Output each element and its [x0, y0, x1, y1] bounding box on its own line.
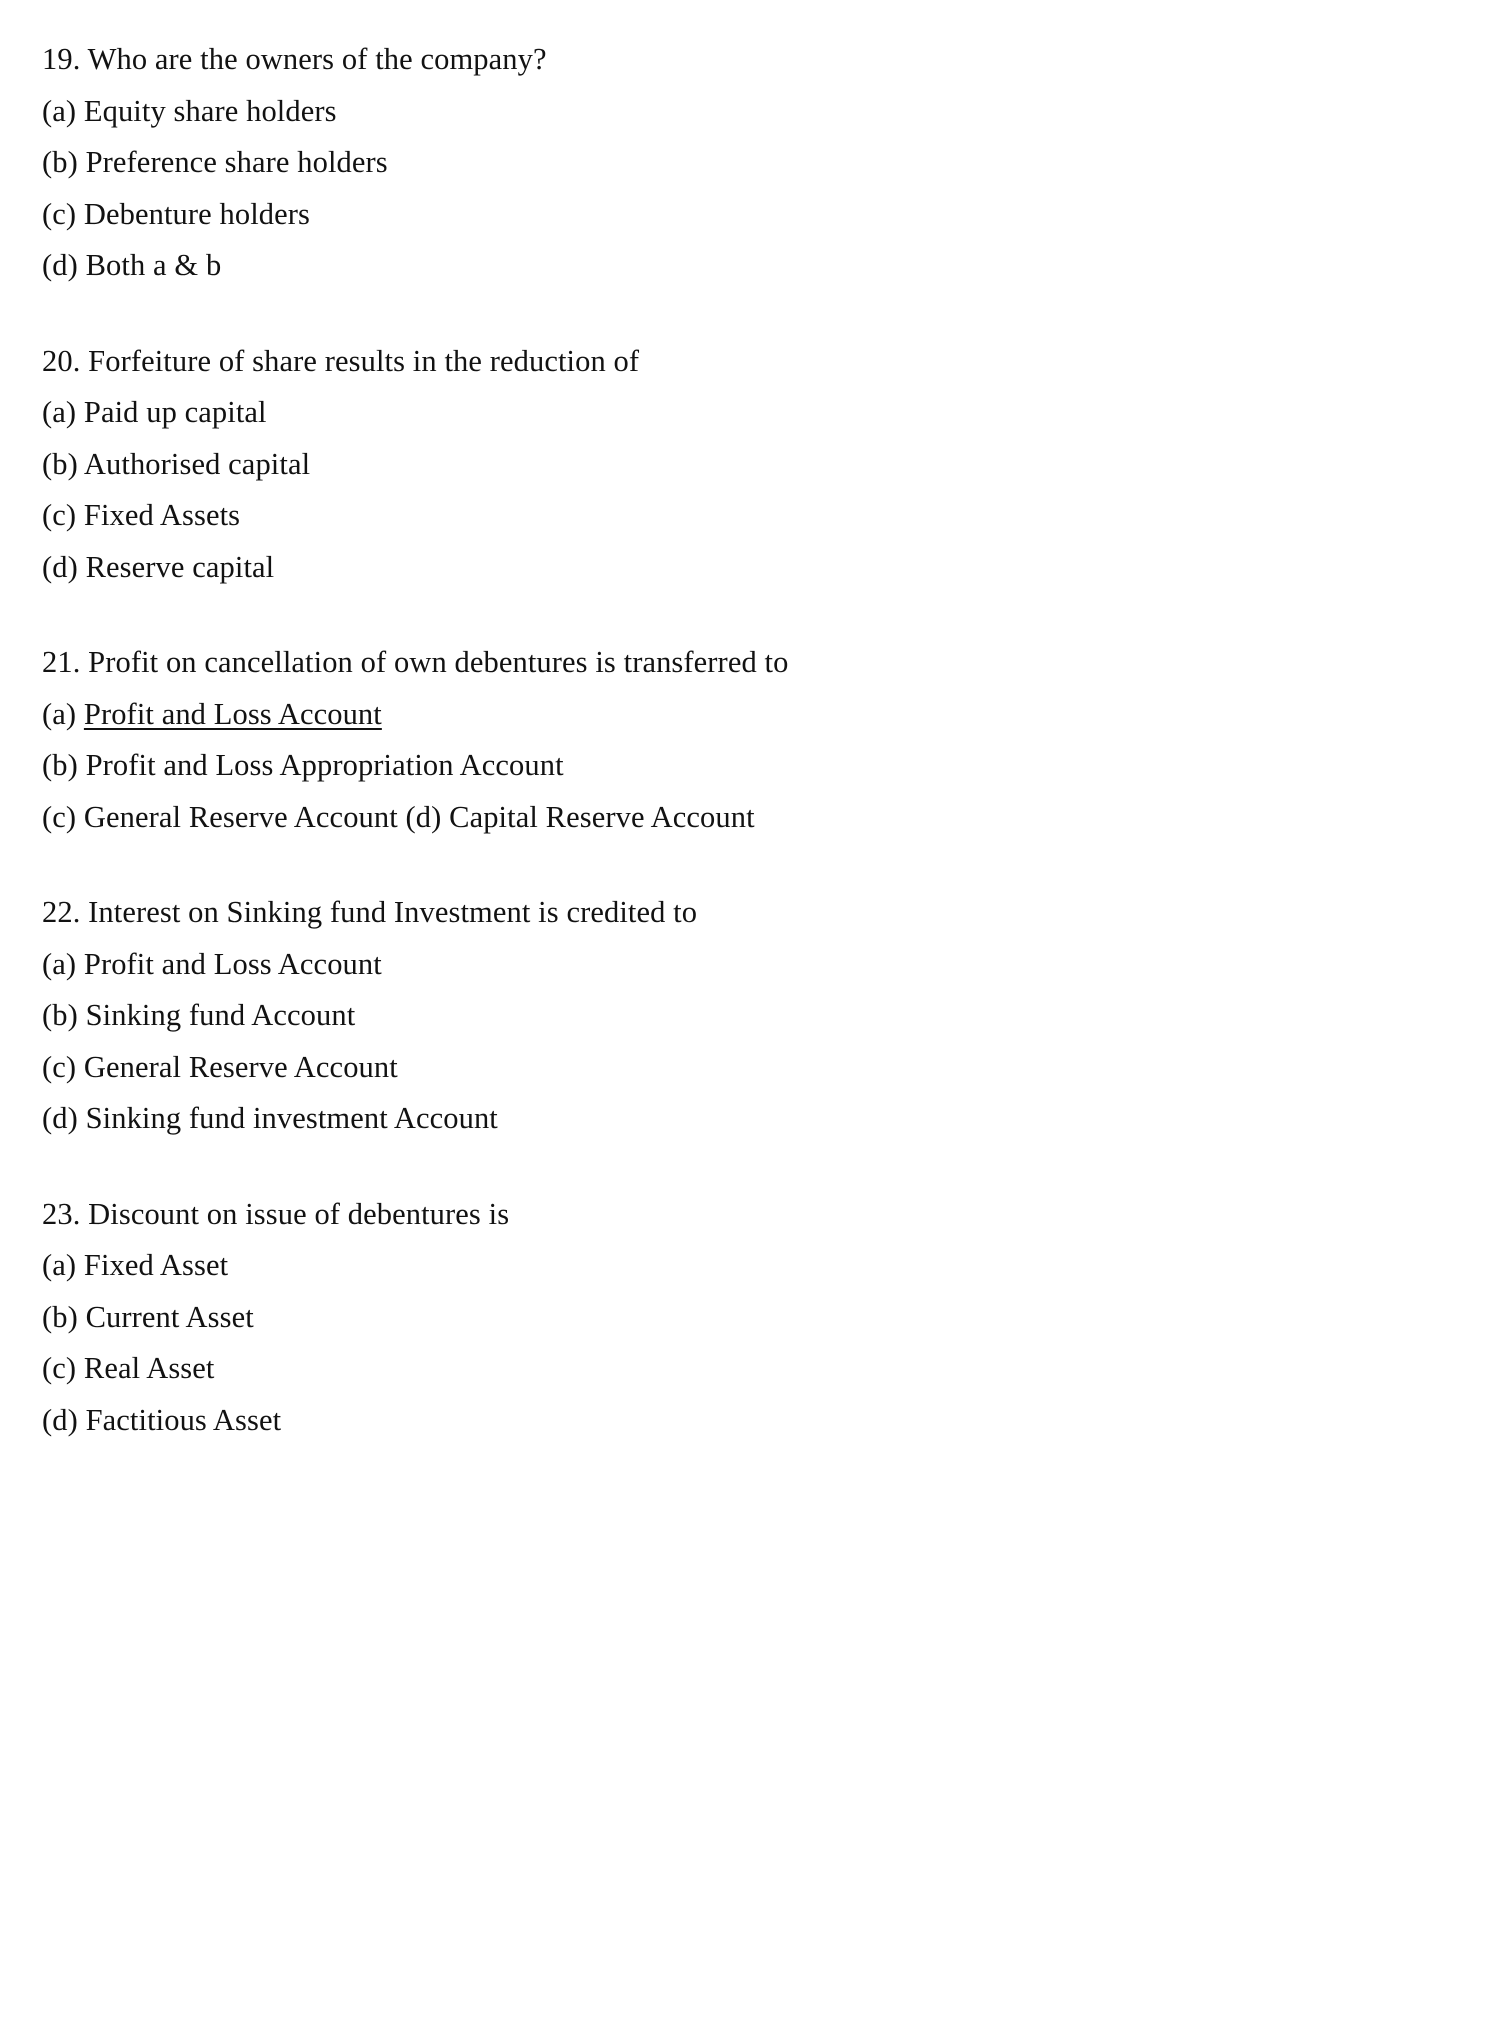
- question-stem: 20. Forfeiture of share results in the reduction of: [42, 343, 640, 378]
- question-stem: 21. Profit on cancellation of own debentures is transferred to: [42, 645, 789, 679]
- option-c-and-d[interactable]: (c) General Reserve Account (d) Capital Reserve Account: [42, 799, 755, 834]
- option-d[interactable]: (d) Both a & b: [42, 248, 222, 282]
- option-b[interactable]: (b) Profit and Loss Appropriation Account: [42, 748, 564, 782]
- question-stem: 19. Who are the owners of the company?: [42, 42, 547, 76]
- option-b[interactable]: (b) Current Asset: [42, 1299, 254, 1334]
- question-stem: 22. Interest on Sinking fund Investment is credited to: [42, 895, 698, 929]
- question-stem: 23. Discount on issue of debentures is: [42, 1196, 510, 1231]
- option-a[interactable]: (a) Equity share holders: [42, 93, 337, 128]
- question-block-19: [42, 34, 1442, 292]
- option-c[interactable]: (c) Fixed Assets: [42, 498, 241, 532]
- option-d[interactable]: (d) Reserve capital: [42, 549, 275, 584]
- option-a[interactable]: (a) Fixed Asset: [42, 1248, 229, 1282]
- option-d[interactable]: (d) Sinking fund investment Account: [42, 1101, 498, 1135]
- question-block-23: [42, 1189, 1442, 1447]
- option-b[interactable]: (b) Preference share holders: [42, 145, 388, 179]
- option-b[interactable]: (b) Authorised capital: [42, 446, 311, 481]
- option-c[interactable]: (c) General Reserve Account: [42, 1049, 398, 1084]
- option-b[interactable]: (b) Sinking fund Account: [42, 998, 356, 1032]
- option-a[interactable]: (a) Profit and Loss Account: [42, 946, 382, 981]
- option-c[interactable]: (c) Debenture holders: [42, 196, 311, 231]
- question-block-20: [42, 336, 1442, 594]
- option-a[interactable]: [42, 689, 1442, 741]
- option-a-marker: (a): [42, 696, 84, 731]
- option-a-answer-text: Profit and Loss Account: [83, 696, 382, 731]
- option-c[interactable]: (c) Real Asset: [42, 1351, 215, 1385]
- question-block-22: [42, 887, 1442, 1145]
- option-d[interactable]: (d) Factitious Asset: [42, 1402, 282, 1437]
- question-block-21: [42, 637, 1442, 843]
- question-list: [42, 34, 1442, 1446]
- option-a[interactable]: (a) Paid up capital: [42, 395, 267, 429]
